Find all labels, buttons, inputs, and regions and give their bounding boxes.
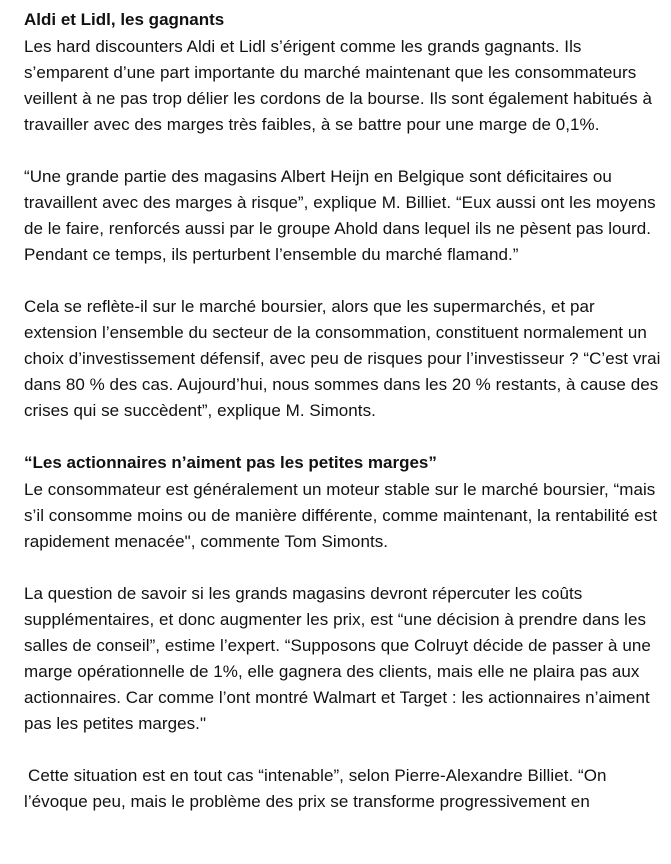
paragraph: La question de savoir si les grands magasins devront répercuter les coûts supplémentaires, et donc augmenter les prix, est “une décision à prendre dans les salles de conseil”, estime l’expert. “Supposons que Colruyt décide de passer à une marge opérationnelle de 1%, elle gagnera des clients, mais elle ne plaira pas aux actionnaires. Car comme l’ont montré Walmart et Target : les actionnaires n’aiment pas les petites marges." (24, 584, 651, 733)
section-heading-aldi-lidl: Aldi et Lidl, les gagnants (24, 10, 225, 29)
paragraph: Le consommateur est généralement un moteur stable sur le marché boursier, “mais s’il consomme moins ou de manière différente, comme maintenant, la rentabilité est rapidement menacée", commente Tom Simonts. (24, 480, 658, 551)
paragraph: Cela se reflète-il sur le marché boursier, alors que les supermarchés, et par extension l’ensemble du secteur de la consommation, constituent normalement un choix d’investissement défensif, avec peu de risques pour l’investisseur ? “C’est vrai dans 80 % des cas. Aujourd’hui, nous sommes dans les 20 % restants, à cause des crises qui se succèdent”, explique M. Simonts. (24, 297, 661, 420)
paragraph: Les hard discounters Aldi et Lidl s’érigent comme les grands gagnants. Ils s’emparent d’une part importante du marché maintenant que les consommateurs veillent à ne pas trop délier les cordons de la bourse. Ils sont également habitués à travailler avec des marges très faibles, à se battre pour une marge de 0,1%. (24, 37, 652, 134)
article-body (24, 7, 664, 841)
section-heading-actionnaires: “Les actionnaires n’aiment pas les petites marges” (24, 453, 437, 472)
paragraph: Cette situation est en tout cas “intenable”, selon Pierre-Alexandre Billiet. “On l’évoque peu, mais le problème des prix se transforme progressivement en (24, 766, 607, 811)
paragraph: “Une grande partie des magasins Albert Heijn en Belgique sont déficitaires ou travaillent avec des marges à risque”, explique M. Billiet. “Eux aussi ont les moyens de le faire, renforcés aussi par le groupe Ahold dans lequel ils ne pèsent pas lourd. Pendant ce temps, ils perturbent l’ensemble du marché flamand.” (24, 167, 656, 264)
